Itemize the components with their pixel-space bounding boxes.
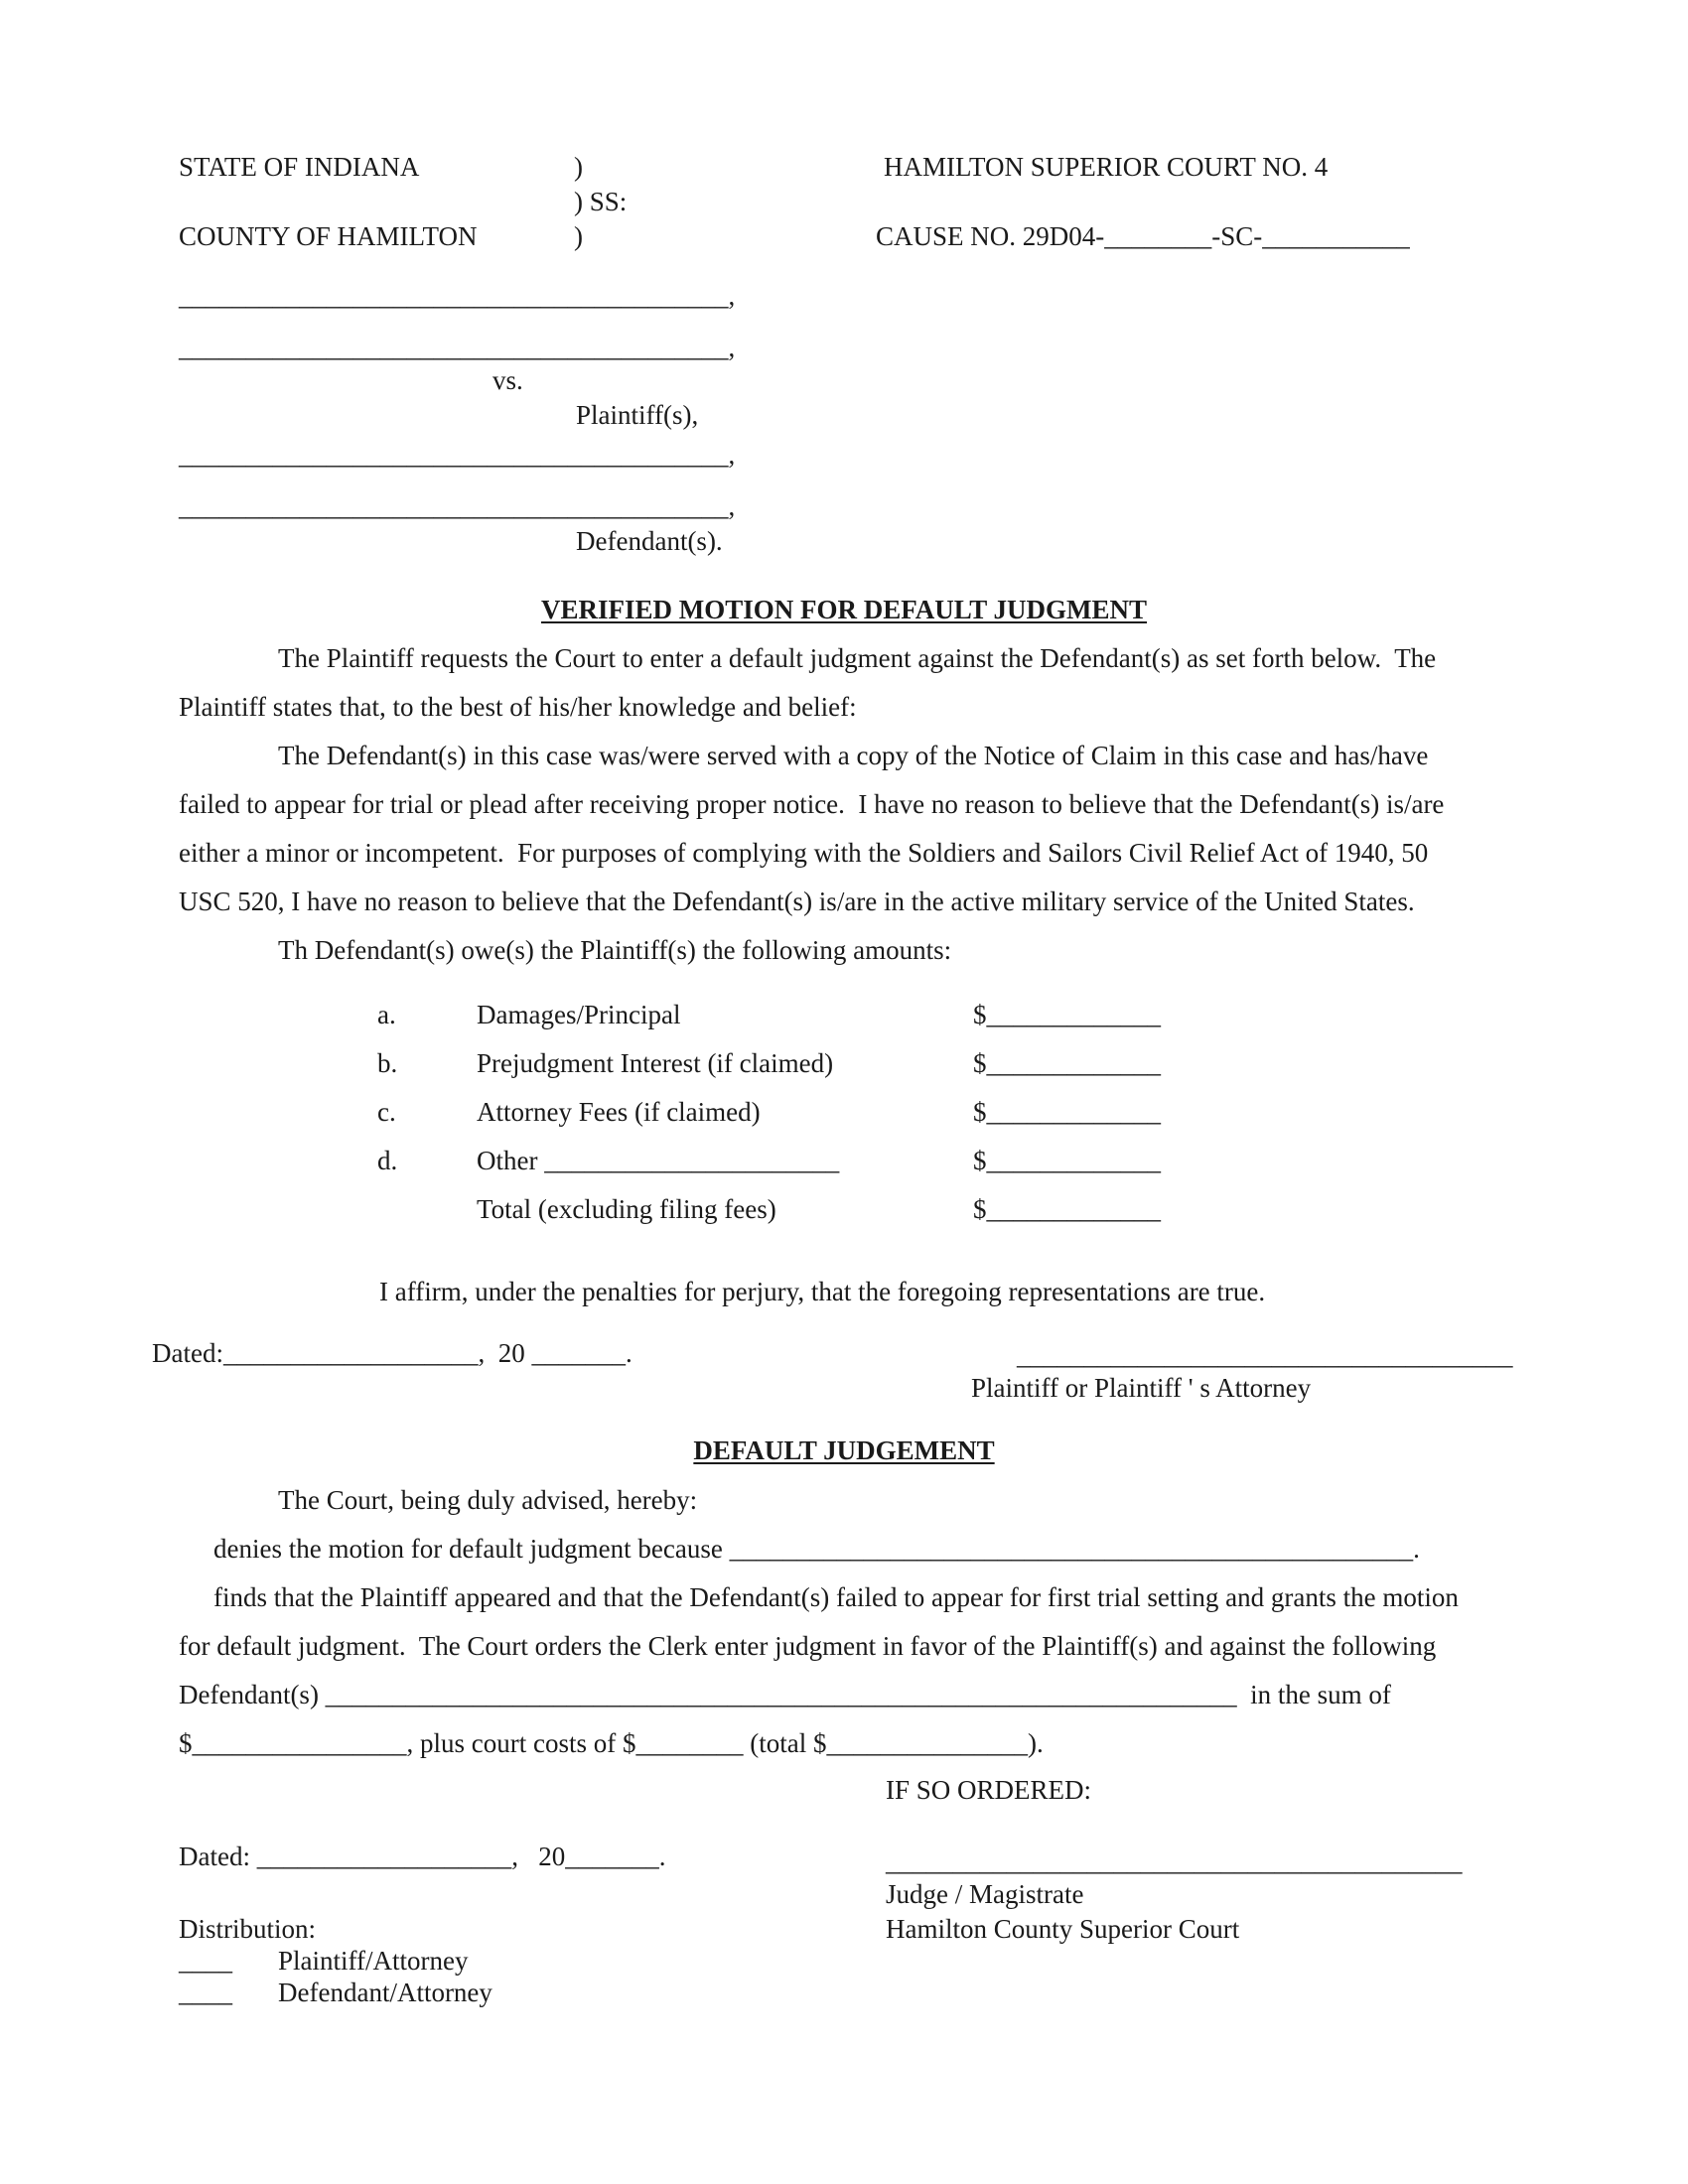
judgment-defendants-field[interactable]: Defendant(s) ____________________________________________________________________ in the sum of bbox=[179, 1680, 1391, 1709]
caption-paren-2: ) bbox=[574, 221, 583, 251]
defendant-name-field-2[interactable]: _________________________________________, bbox=[179, 491, 736, 521]
other-amount-label-field[interactable]: Other ______________________ bbox=[477, 1146, 840, 1175]
damages-amount-field[interactable]: $_____________ bbox=[973, 1000, 1161, 1029]
distribution-label: Distribution: bbox=[179, 1914, 317, 1944]
affirmation-text: I affirm, under the penalties for perjury, that the foregoing representations are true. bbox=[379, 1277, 1266, 1306]
defendant-name-field-1[interactable]: _________________________________________, bbox=[179, 440, 736, 470]
plaintiff-signature-line[interactable]: _____________________________________ bbox=[1017, 1340, 1513, 1370]
judgment-intro: The Court, being duly advised, hereby: bbox=[278, 1485, 698, 1515]
cause-number-field[interactable]: CAUSE NO. 29D04-________-SC-___________ bbox=[876, 221, 1410, 251]
plaintiff-name-field-2[interactable]: _________________________________________, bbox=[179, 333, 736, 362]
motion-para2-line1: The Defendant(s) in this case was/were served with a copy of the Notice of Claim in this case and has/have bbox=[278, 741, 1429, 770]
judge-signature-line[interactable]: ___________________________________________ bbox=[886, 1846, 1463, 1876]
motion-dated-field[interactable]: Dated:___________________, 20 _______. bbox=[152, 1338, 633, 1368]
court-label: Hamilton County Superior Court bbox=[886, 1914, 1240, 1944]
state-label: STATE OF INDIANA bbox=[179, 152, 420, 182]
distribution-item-plaintiff: Plaintiff/Attorney bbox=[278, 1946, 469, 1976]
motion-para2-line3: either a minor or incompetent. For purposes of complying with the Soldiers and Sailors Civil Relief Act of 1940, 50 bbox=[179, 838, 1429, 868]
interest-amount-field[interactable]: $_____________ bbox=[973, 1048, 1161, 1078]
defendants-label: Defendant(s). bbox=[576, 526, 723, 556]
court-name: HAMILTON SUPERIOR COURT NO. 4 bbox=[884, 152, 1329, 182]
motion-para3: Th Defendant(s) owe(s) the Plaintiff(s) the following amounts: bbox=[278, 935, 952, 965]
motion-title: VERIFIED MOTION FOR DEFAULT JUDGMENT bbox=[540, 595, 1148, 624]
motion-para1-line2: Plaintiff states that, to the best of his/her knowledge and belief: bbox=[179, 692, 857, 722]
amount-label: Damages/Principal bbox=[477, 1000, 681, 1029]
caption-paren-1: ) bbox=[574, 152, 583, 182]
amount-letter: b. bbox=[377, 1048, 398, 1078]
plaintiff-name-field-1[interactable]: _________________________________________, bbox=[179, 281, 736, 311]
motion-para1-line1: The Plaintiff requests the Court to enter a default judgment against the Defendant(s) as set forth below. The bbox=[278, 643, 1437, 673]
amount-letter: c. bbox=[377, 1097, 396, 1127]
county-label: COUNTY OF HAMILTON bbox=[179, 221, 478, 251]
vs-label: vs. bbox=[492, 365, 523, 395]
distribution-checkbox-plaintiff[interactable]: ____ bbox=[179, 1946, 232, 1976]
total-amount-field[interactable]: $_____________ bbox=[973, 1194, 1161, 1224]
attorney-fees-amount-field[interactable]: $_____________ bbox=[973, 1097, 1161, 1127]
plaintiffs-label: Plaintiff(s), bbox=[576, 400, 699, 430]
so-ordered-label: IF SO ORDERED: bbox=[886, 1775, 1092, 1805]
motion-para2-line2: failed to appear for trial or plead after receiving proper notice. I have no reason to believe that the Defendant(s) is/are bbox=[179, 789, 1445, 819]
finds-line-2: for default judgment. The Court orders the Clerk enter judgment in favor of the Plaintiff(s) and against the following bbox=[179, 1631, 1437, 1661]
amount-letter: d. bbox=[377, 1146, 398, 1175]
total-amount-label: Total (excluding filing fees) bbox=[477, 1194, 776, 1224]
plaintiff-signature-label: Plaintiff or Plaintiff ' s Attorney bbox=[971, 1373, 1312, 1403]
judgment-title: DEFAULT JUDGEMENT bbox=[693, 1435, 995, 1465]
judgment-dated-field[interactable]: Dated: ___________________, 20_______. bbox=[179, 1842, 666, 1871]
distribution-checkbox-defendant[interactable]: ____ bbox=[179, 1978, 232, 2007]
ss-label: ) SS: bbox=[574, 187, 628, 216]
other-amount-field[interactable]: $_____________ bbox=[973, 1146, 1161, 1175]
motion-para2-line4: USC 520, I have no reason to believe that the Defendant(s) is/are in the active military service of the United States. bbox=[179, 887, 1415, 916]
distribution-item-defendant: Defendant/Attorney bbox=[278, 1978, 492, 2007]
amount-label: Attorney Fees (if claimed) bbox=[477, 1097, 761, 1127]
denies-reason-field[interactable]: denies the motion for default judgment because ___________________________________________________. bbox=[213, 1534, 1420, 1564]
judgment-amounts-field[interactable]: $________________, plus court costs of $________ (total $_______________). bbox=[179, 1728, 1044, 1758]
amount-label: Prejudgment Interest (if claimed) bbox=[477, 1048, 834, 1078]
finds-line-1: finds that the Plaintiff appeared and that the Defendant(s) failed to appear for first trial setting and grants the motion bbox=[213, 1582, 1459, 1612]
judge-label: Judge / Magistrate bbox=[886, 1879, 1084, 1909]
amount-letter: a. bbox=[377, 1000, 396, 1029]
